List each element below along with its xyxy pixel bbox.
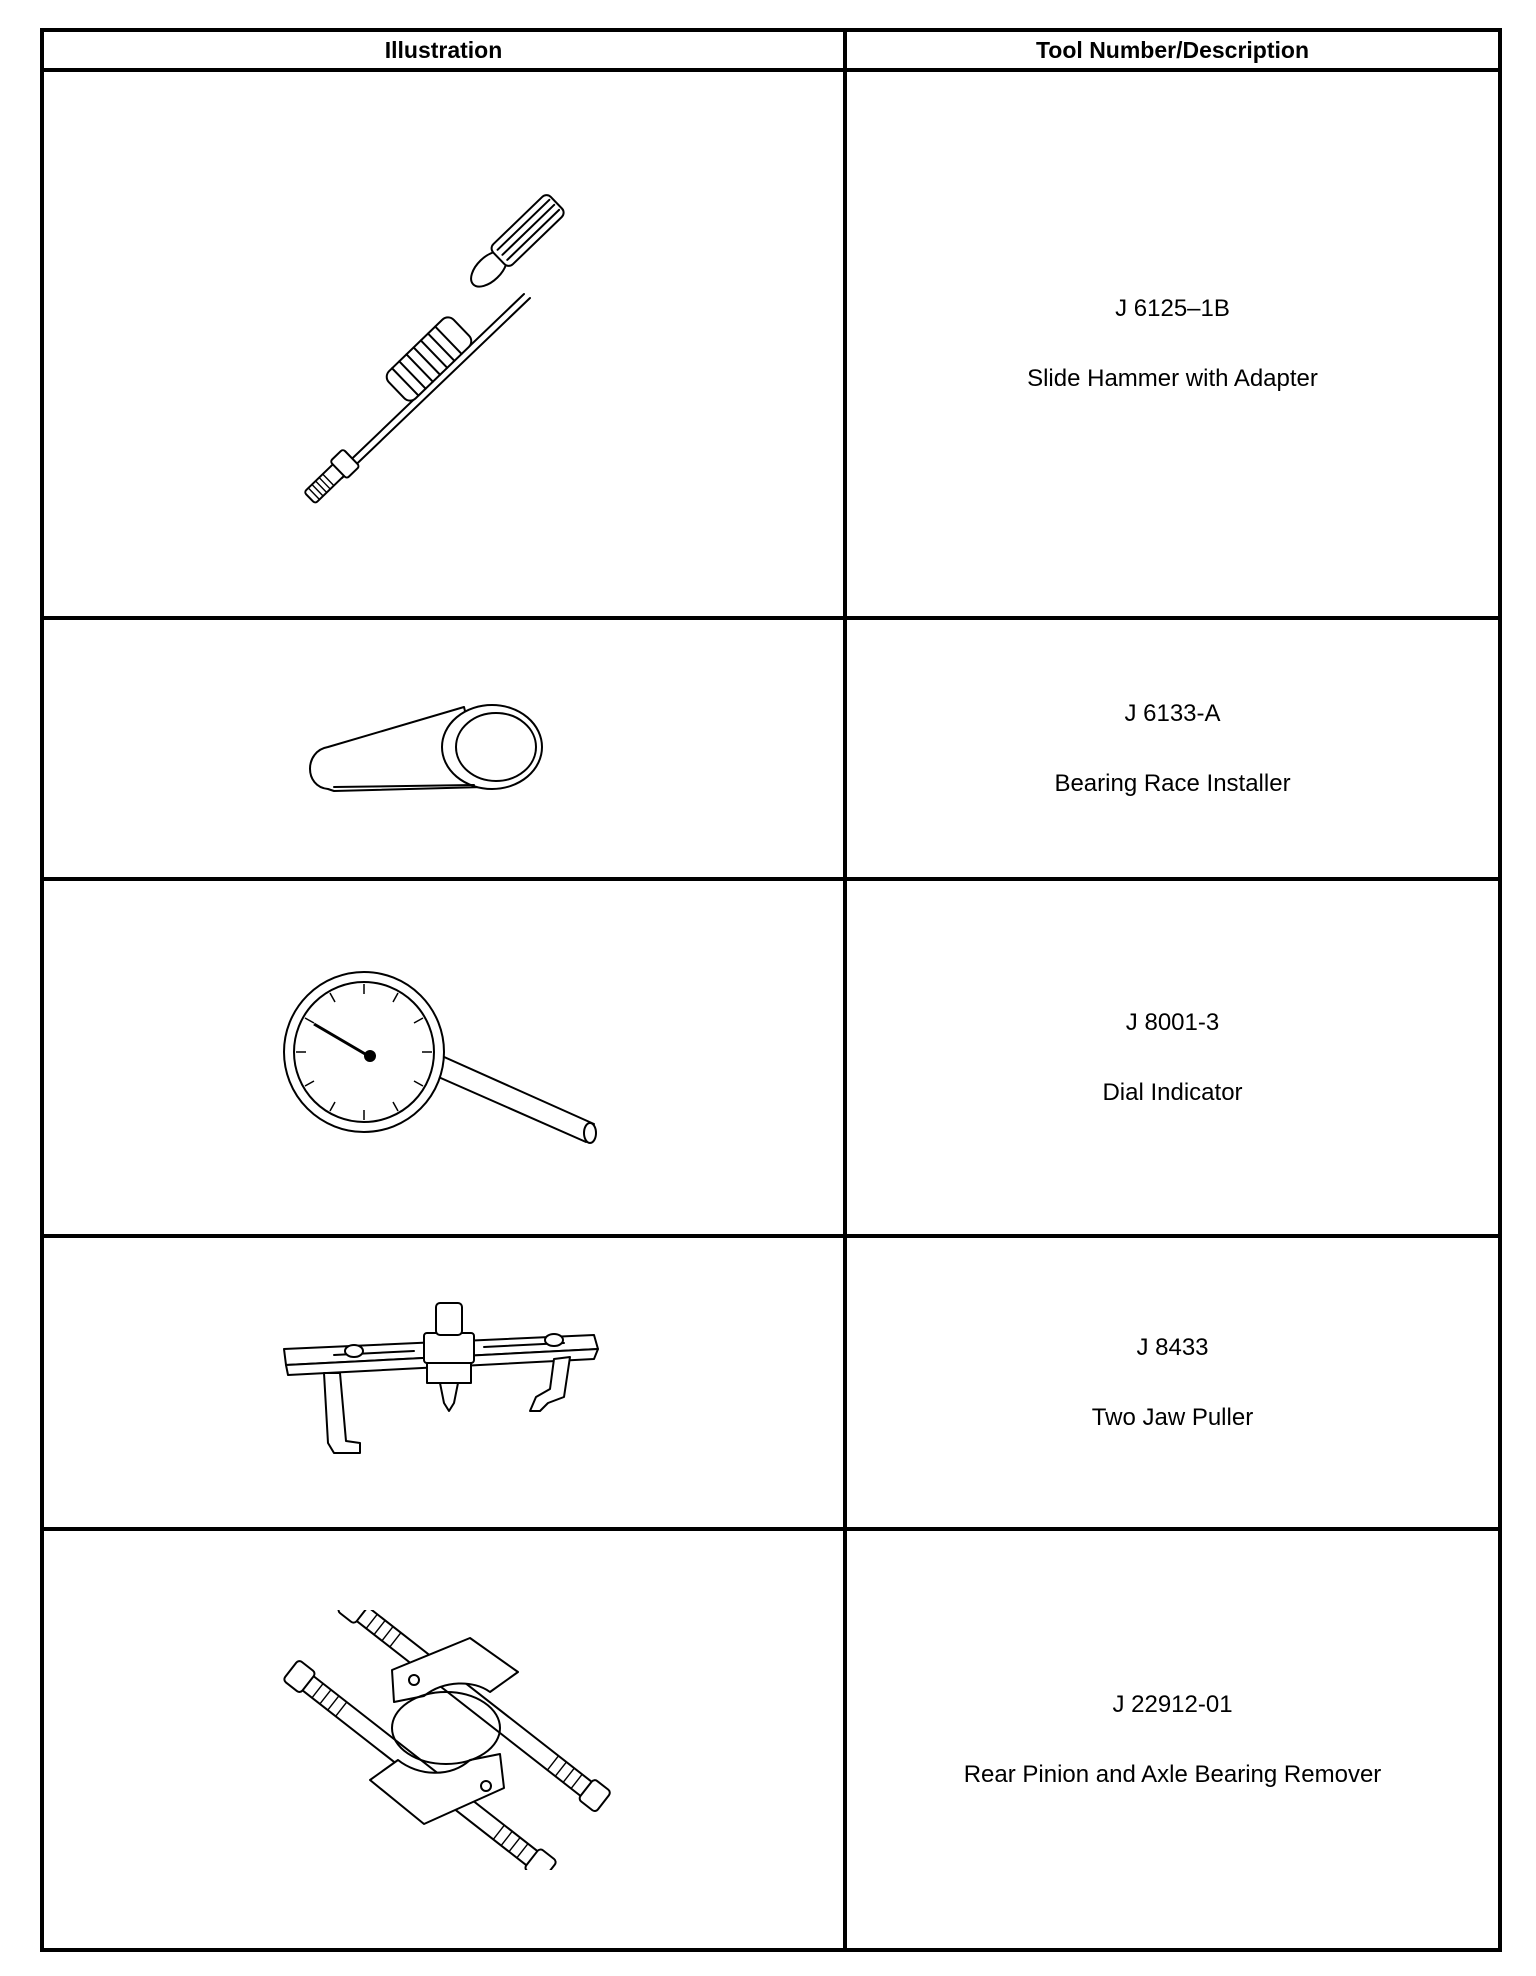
- two-jaw-puller-icon: [264, 1293, 624, 1473]
- description-cell: [845, 70, 1500, 618]
- tool-number: J 8001-3: [1125, 1008, 1220, 1036]
- tool-description: Bearing Race Installer: [1054, 769, 1291, 797]
- bearing-race-installer-icon: [294, 669, 594, 829]
- tool-number: J 22912-01: [1112, 1690, 1233, 1718]
- tool-number: J 6125–1B: [1115, 295, 1230, 323]
- tool-description: Slide Hammer with Adapter: [1027, 365, 1318, 393]
- tool-description: Two Jaw Puller: [1091, 1403, 1254, 1431]
- bearing-remover-icon: [274, 1610, 614, 1870]
- tool-number: J 8433: [1136, 1333, 1209, 1361]
- description-cell: [845, 1236, 1500, 1529]
- tool-description: Rear Pinion and Axle Bearing Remover: [963, 1760, 1382, 1788]
- table-row: [42, 618, 1500, 879]
- tool-number: J 6133-A: [1124, 699, 1221, 727]
- header-tool-number-description: Tool Number/Description: [845, 30, 1500, 70]
- description-cell: [845, 618, 1500, 879]
- dial-indicator-icon: [274, 948, 614, 1168]
- illustration-cell: [42, 1236, 845, 1529]
- illustration-cell: [42, 618, 845, 879]
- table-row: [42, 1529, 1500, 1950]
- table-row: [42, 879, 1500, 1236]
- table-row: [42, 1236, 1500, 1529]
- description-cell: [845, 1529, 1500, 1950]
- header-illustration: Illustration: [42, 30, 845, 70]
- illustration-cell: [42, 879, 845, 1236]
- table-row: [42, 70, 1500, 618]
- header-row: [42, 30, 1500, 70]
- illustration-cell: [42, 70, 845, 618]
- special-tools-table: [40, 28, 1502, 1952]
- tool-description: Dial Indicator: [1102, 1078, 1243, 1106]
- illustration-cell: [42, 1529, 845, 1950]
- description-cell: [845, 879, 1500, 1236]
- slide-hammer-icon: [284, 174, 604, 514]
